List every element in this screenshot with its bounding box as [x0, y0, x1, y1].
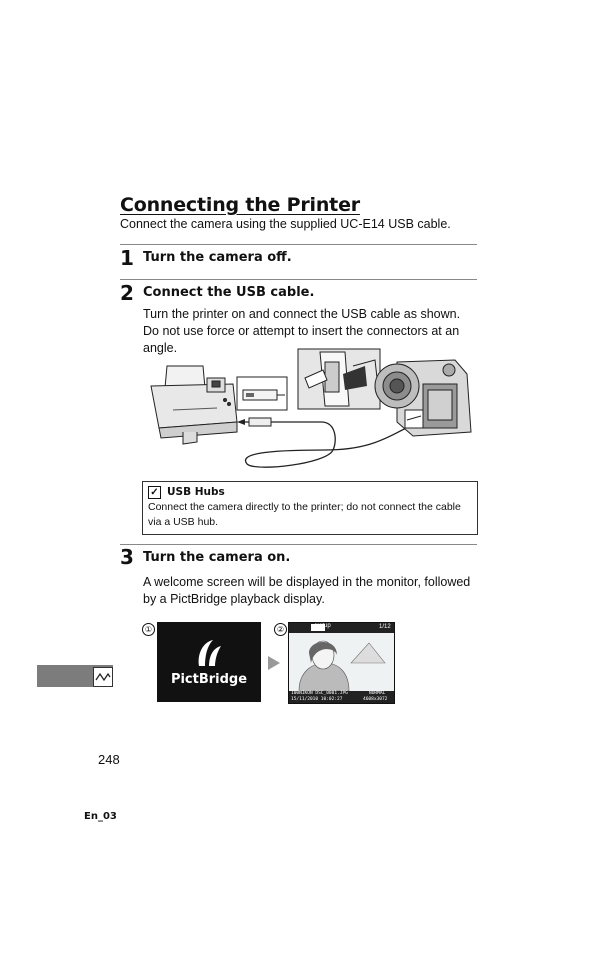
- info-size: 4608x3072: [363, 697, 388, 702]
- pictbridge-welcome-screen: [157, 622, 261, 702]
- image-counter: 1/12: [379, 624, 391, 630]
- info-date: 15/11/2010 10:02:27: [291, 697, 343, 702]
- arrow-right-icon: [266, 654, 282, 672]
- page-title: Connecting the Printer: [120, 194, 360, 216]
- pictbridge-logo-icon: [193, 636, 223, 670]
- note-title: USB Hubs: [167, 486, 225, 498]
- intro-text: Connect the camera using the supplied UC-E14 USB cable.: [120, 217, 451, 231]
- step-2-body: Turn the printer on and connect the USB cable as shown. Do not use force or attempt to insert the connectors at an angle.: [143, 307, 461, 355]
- info-file: 100NIKON DSC_0001.JPG: [291, 691, 348, 696]
- step-3-body: A welcome screen will be displayed in the monitor, followed by a PictBridge playback display.: [143, 575, 471, 606]
- usb-connection-illustration: [145, 346, 475, 476]
- step-1-title: Turn the camera off.: [143, 250, 292, 265]
- screen-2-label: ②: [274, 623, 287, 636]
- note-body: Connect the camera directly to the printer; do not connect the cable via a USB hub.: [148, 501, 461, 528]
- screen-1-label: ①: [142, 623, 155, 636]
- setup-label: Setup: [315, 623, 331, 629]
- check-icon: ✓: [148, 486, 161, 499]
- page-number: 248: [98, 752, 120, 767]
- divider: [120, 244, 477, 245]
- step-1-number: 1: [120, 246, 134, 270]
- footer-code: En_03: [84, 811, 117, 822]
- usb-cable: [239, 422, 411, 467]
- divider: [120, 544, 477, 545]
- printer-illustration: [151, 366, 237, 444]
- pictbridge-text: PictBridge: [170, 672, 248, 687]
- step-3-number: 3: [120, 545, 134, 569]
- connection-icon: [93, 667, 113, 687]
- step-2-number: 2: [120, 281, 134, 305]
- usb-hubs-note: [142, 481, 478, 535]
- sample-photo: [289, 633, 394, 691]
- info-quality: NORMAL: [369, 691, 386, 696]
- step-3-title: Turn the camera on.: [143, 550, 291, 565]
- pictbridge-playback-screen: [288, 622, 395, 704]
- camera-illustration: [375, 360, 471, 436]
- step-2-title: Connect the USB cable.: [143, 285, 315, 300]
- divider: [120, 279, 477, 280]
